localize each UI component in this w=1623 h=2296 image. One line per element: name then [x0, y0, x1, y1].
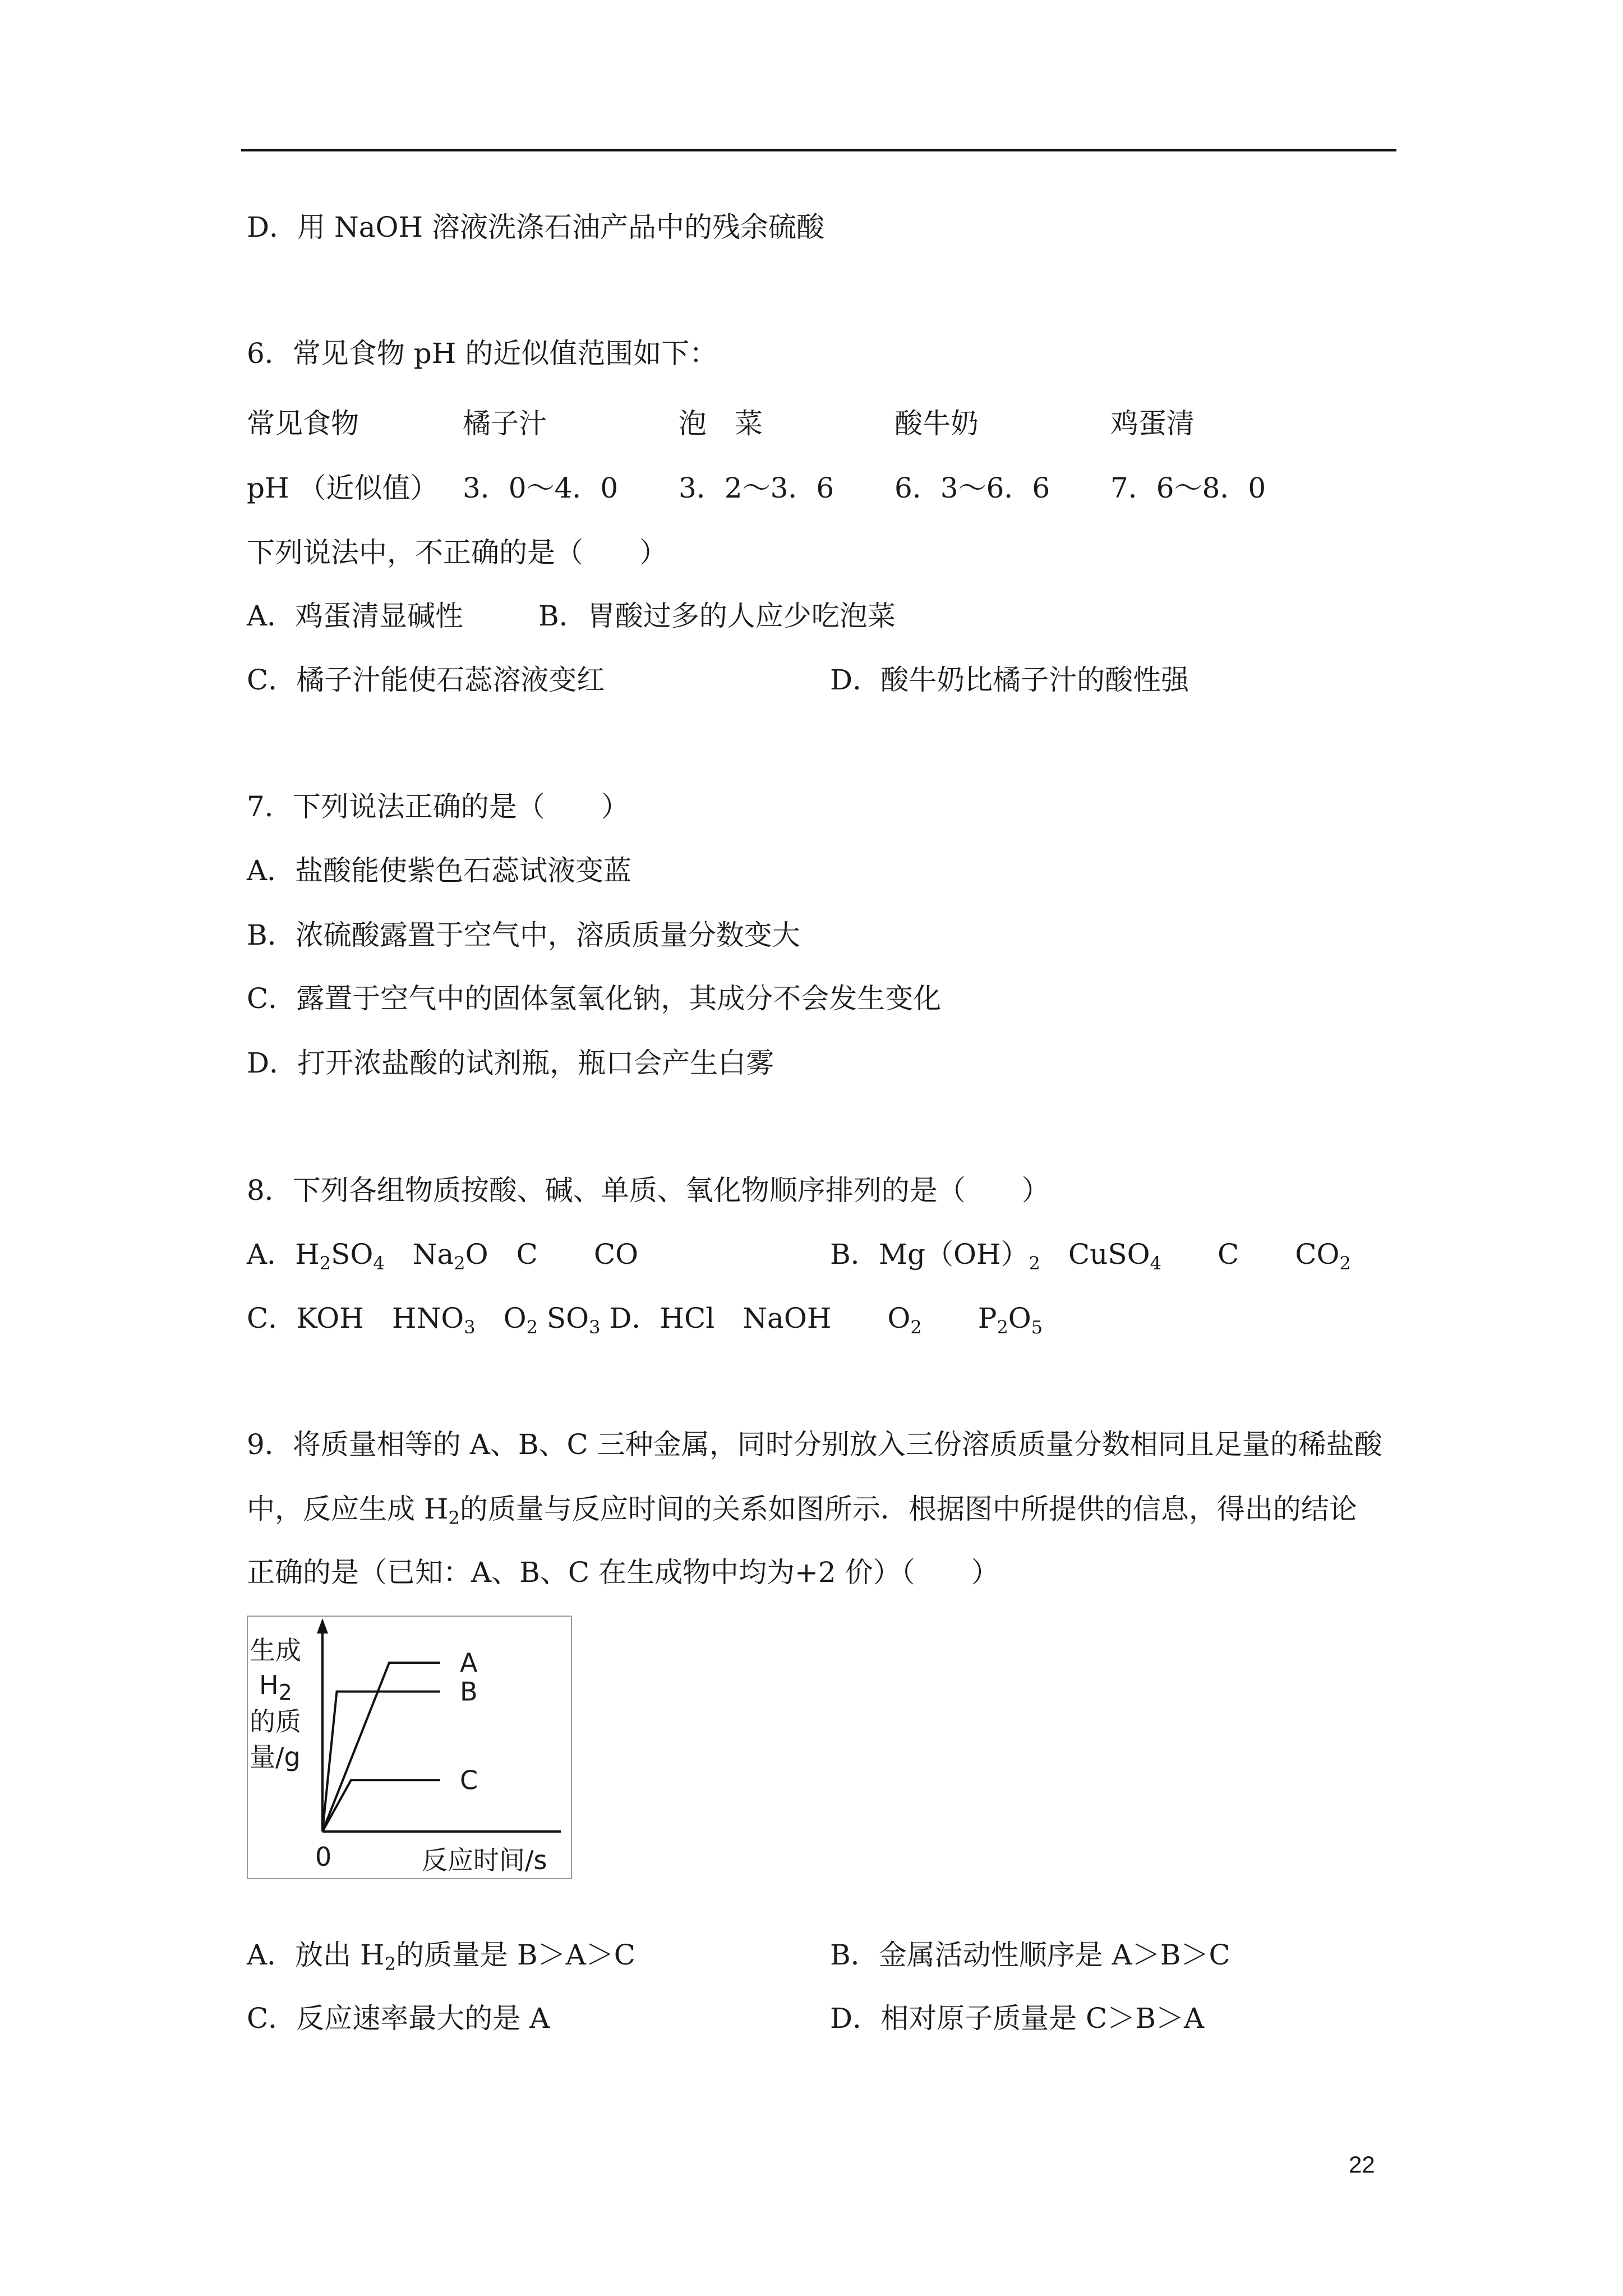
- q9-stem-line-1: 9．将质量相等的 A、B、C 三种金属，同时分别放入三份溶质质量分数相同且足量的稀盐酸: [247, 1428, 1382, 1461]
- q9-option-b: B．金属活动性顺序是 A＞B＞C: [830, 1939, 1230, 1971]
- y-axis-label-line-2: $H_2$: [259, 1670, 292, 1705]
- table-header-cell: 泡 菜: [679, 407, 763, 440]
- q6-question: 下列说法中，不正确的是（ ）: [247, 536, 667, 569]
- header-rule: [241, 149, 1396, 151]
- q9-option-d: D．相对原子质量是 C＞B＞A: [830, 2002, 1205, 2035]
- table-header-cell: 橘子汁: [463, 407, 547, 440]
- q9-option-a: A．放出 $H_2$的质量是 B＞A＞C: [247, 1939, 635, 1975]
- graph-series: [322, 1648, 478, 1832]
- x-axis-label: 反应时间/s: [422, 1845, 547, 1875]
- table-header-cell: 酸牛奶: [895, 407, 979, 440]
- y-axis-arrow: [317, 1618, 328, 1634]
- graph-origin-label: 0: [315, 1842, 332, 1872]
- series-label-b: B: [460, 1676, 478, 1707]
- q6-option-d: D．酸牛奶比橘子汁的酸性强: [830, 664, 1189, 696]
- q9-stem-line-3: 正确的是（已知：A、B、C 在生成物中均为+2 价）（ ）: [247, 1556, 999, 1589]
- series-label-c: C: [460, 1765, 478, 1796]
- q7-stem: 7．下列说法正确的是（ ）: [247, 790, 629, 823]
- q5-option-d: D．用 NaOH 溶液洗涤石油产品中的残余硫酸: [247, 211, 825, 243]
- q7-option-a: A．盐酸能使紫色石蕊试液变蓝: [247, 854, 632, 887]
- table-header-cell: 鸡蛋清: [1110, 407, 1195, 440]
- q7-option-b: B．浓硫酸露置于空气中，溶质质量分数变大: [247, 919, 800, 951]
- q9-mass-time-graph: [247, 1616, 572, 1879]
- q7-option-c: C．露置于空气中的固体氢氧化钠，其成分不会发生变化: [247, 982, 942, 1015]
- series-label-a: A: [460, 1648, 478, 1678]
- y-axis-label-line-3: 的质: [250, 1706, 301, 1737]
- table-cell: 3．0～4．0: [463, 472, 619, 504]
- table-cell: pH （近似值）: [247, 472, 439, 504]
- q8-option-b: B．$Mg(OH)_2$ CuSO$_4$ C $CO_2$: [830, 1238, 1351, 1274]
- table-header-cell: 常见食物: [247, 407, 359, 440]
- table-cell: 7．6～8．0: [1110, 472, 1266, 504]
- series-line-a: [322, 1663, 440, 1832]
- q7-option-d: D．打开浓盐酸的试剂瓶，瓶口会产生白雾: [247, 1047, 774, 1079]
- q9-stem-line-2: 中，反应生成 $H_2$的质量与反应时间的关系如图所示．根据图中所提供的信息，得出的结论: [247, 1493, 1357, 1529]
- y-axis-label-line-1: 生成: [250, 1635, 301, 1665]
- q6-stem: 6．常见食物 pH 的近似值范围如下：: [247, 337, 718, 370]
- q8-option-c-d: C．KOH $HNO_3$ $O_2$ $SO_3$ D．HCl NaOH $O_2$ $P_2O_5$: [247, 1302, 1043, 1338]
- series-line-b: [322, 1691, 440, 1832]
- q6-option-a: A．鸡蛋清显碱性: [247, 600, 464, 632]
- q6-option-b: B．胃酸过多的人应少吃泡菜: [538, 600, 896, 632]
- q8-option-a: A．$H_2SO_4$ $Na_2O$ C CO: [247, 1238, 639, 1274]
- y-axis-label-line-4: 量/g: [250, 1742, 301, 1772]
- table-cell: 6．3～6．6: [895, 472, 1050, 504]
- page-number: 22: [1349, 2151, 1375, 2178]
- q8-stem: 8．下列各组物质按酸、碱、单质、氧化物顺序排列的是（ ）: [247, 1174, 1050, 1207]
- table-cell: 3．2～3．6: [679, 472, 834, 504]
- q6-option-c: C．橘子汁能使石蕊溶液变红: [247, 664, 605, 696]
- q9-option-c: C．反应速率最大的是 A: [247, 2002, 550, 2035]
